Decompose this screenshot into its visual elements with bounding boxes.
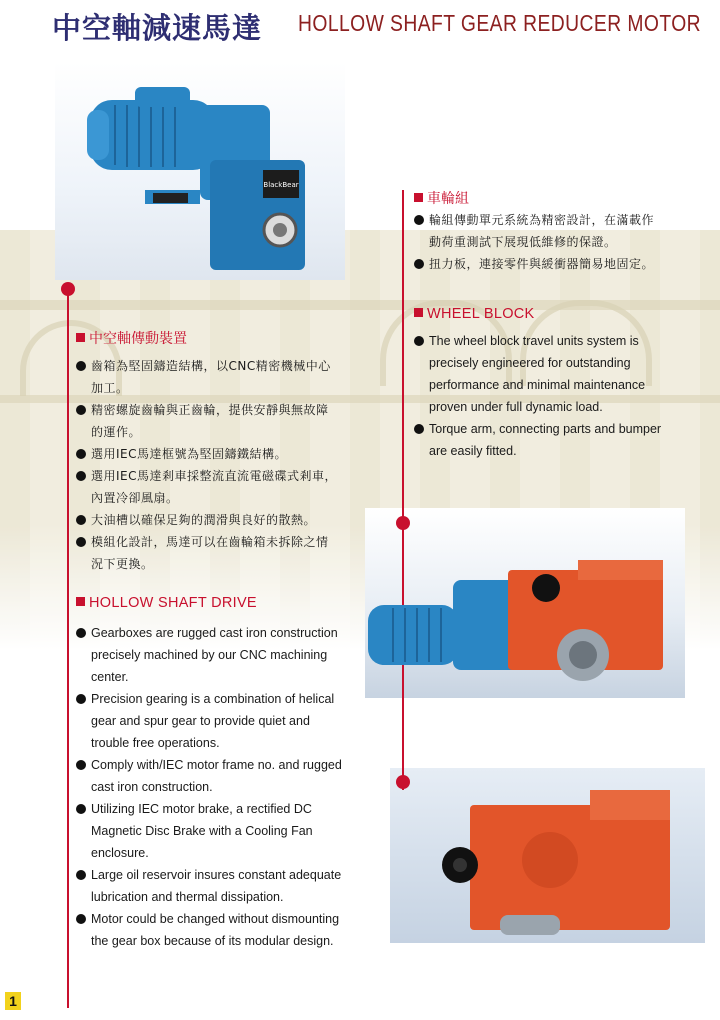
page-title-english: HOLLOW SHAFT GEAR REDUCER MOTOR — [298, 10, 702, 36]
list-item: 選用IEC馬達框號為堅固鑄鐵結構。 — [76, 443, 376, 465]
svg-text:BlackBear: BlackBear — [263, 181, 299, 189]
wheel-block-close-image — [440, 790, 680, 940]
list-item: Precision gearing is a combination of helical gear and spur gear to provide quiet and trouble free operations. — [76, 688, 376, 754]
wheel — [500, 915, 560, 935]
timeline-line — [402, 190, 404, 790]
page-title-chinese: 中空軸減速馬達 — [52, 11, 263, 45]
hollow-shaft-list-chinese — [76, 355, 376, 575]
hollow-shaft-gear-motor-image — [85, 75, 325, 280]
list-item: 齒箱為堅固鑄造結構，以CNC精密機械中心 加工。 — [76, 355, 376, 399]
timeline-dot — [396, 775, 410, 789]
hollow-shaft-heading-chinese: 中空軸傳動裝置 — [76, 328, 187, 348]
list-item: 選用IEC馬達剎車採整流直流電磁碟式剎車， 內置冷卻風扇。 — [76, 465, 376, 509]
motor-end-cap — [87, 110, 109, 160]
list-item: Comply with/IEC motor frame no. and rugged cast iron construction. — [76, 754, 376, 798]
list-item: Torque arm, connecting parts and bumper are easily fitted. — [414, 418, 714, 462]
heading-square-icon — [414, 308, 423, 317]
wheel-block-list-chinese — [414, 209, 704, 275]
list-item: Gearboxes are rugged cast iron construction precisely machined by our CNC machining center. — [76, 622, 376, 688]
list-item: 扭力板，連接零件與緩衝器簡易地固定。 — [414, 253, 704, 275]
list-item: Utilizing IEC motor brake, a rectified DC Magnetic Disc Brake with a Cooling Fan enclosure. — [76, 798, 376, 864]
hollow-shaft-list-english — [76, 622, 376, 952]
motor-body — [368, 605, 458, 665]
timeline-dot — [396, 516, 410, 530]
wheel-block-heading-chinese: 車輪組 — [414, 188, 469, 208]
list-item: 模組化設計，馬達可以在齒輪箱未拆除之情 況下更換。 — [76, 531, 376, 575]
heading-square-icon — [414, 193, 423, 202]
wheel-block-heading-english: WHEEL BLOCK — [414, 306, 535, 322]
list-item: Motor could be changed without dismounting the gear box because of its modular design. — [76, 908, 376, 952]
hollow-shaft-heading-english: HOLLOW SHAFT DRIVE — [76, 595, 257, 611]
list-item: The wheel block travel units system is precisely engineered for outstanding performance and minimal maintenance proven under full dynamic load. — [414, 330, 714, 418]
wheel-block-assembly-image — [368, 560, 668, 690]
list-item: 大油槽以確保足夠的潤滑與良好的散熱。 — [76, 509, 376, 531]
wheel-block-list-english — [414, 330, 714, 462]
page-number: 1 — [5, 992, 21, 1010]
timeline-dot — [61, 282, 75, 296]
terminal-box — [135, 87, 190, 107]
list-item: 輪組傳動單元系統為精密設計，在滿載作 動荷重測試下展現低維修的保證。 — [414, 209, 704, 253]
list-item: Large oil reservoir insures constant adequate lubrication and thermal dissipation. — [76, 864, 376, 908]
heading-square-icon — [76, 333, 85, 342]
timeline-line — [67, 288, 69, 1008]
heading-square-icon — [76, 597, 85, 606]
bumper — [532, 574, 560, 602]
list-item: 精密螺旋齒輪與正齒輪，提供安靜與無故障 的運作。 — [76, 399, 376, 443]
